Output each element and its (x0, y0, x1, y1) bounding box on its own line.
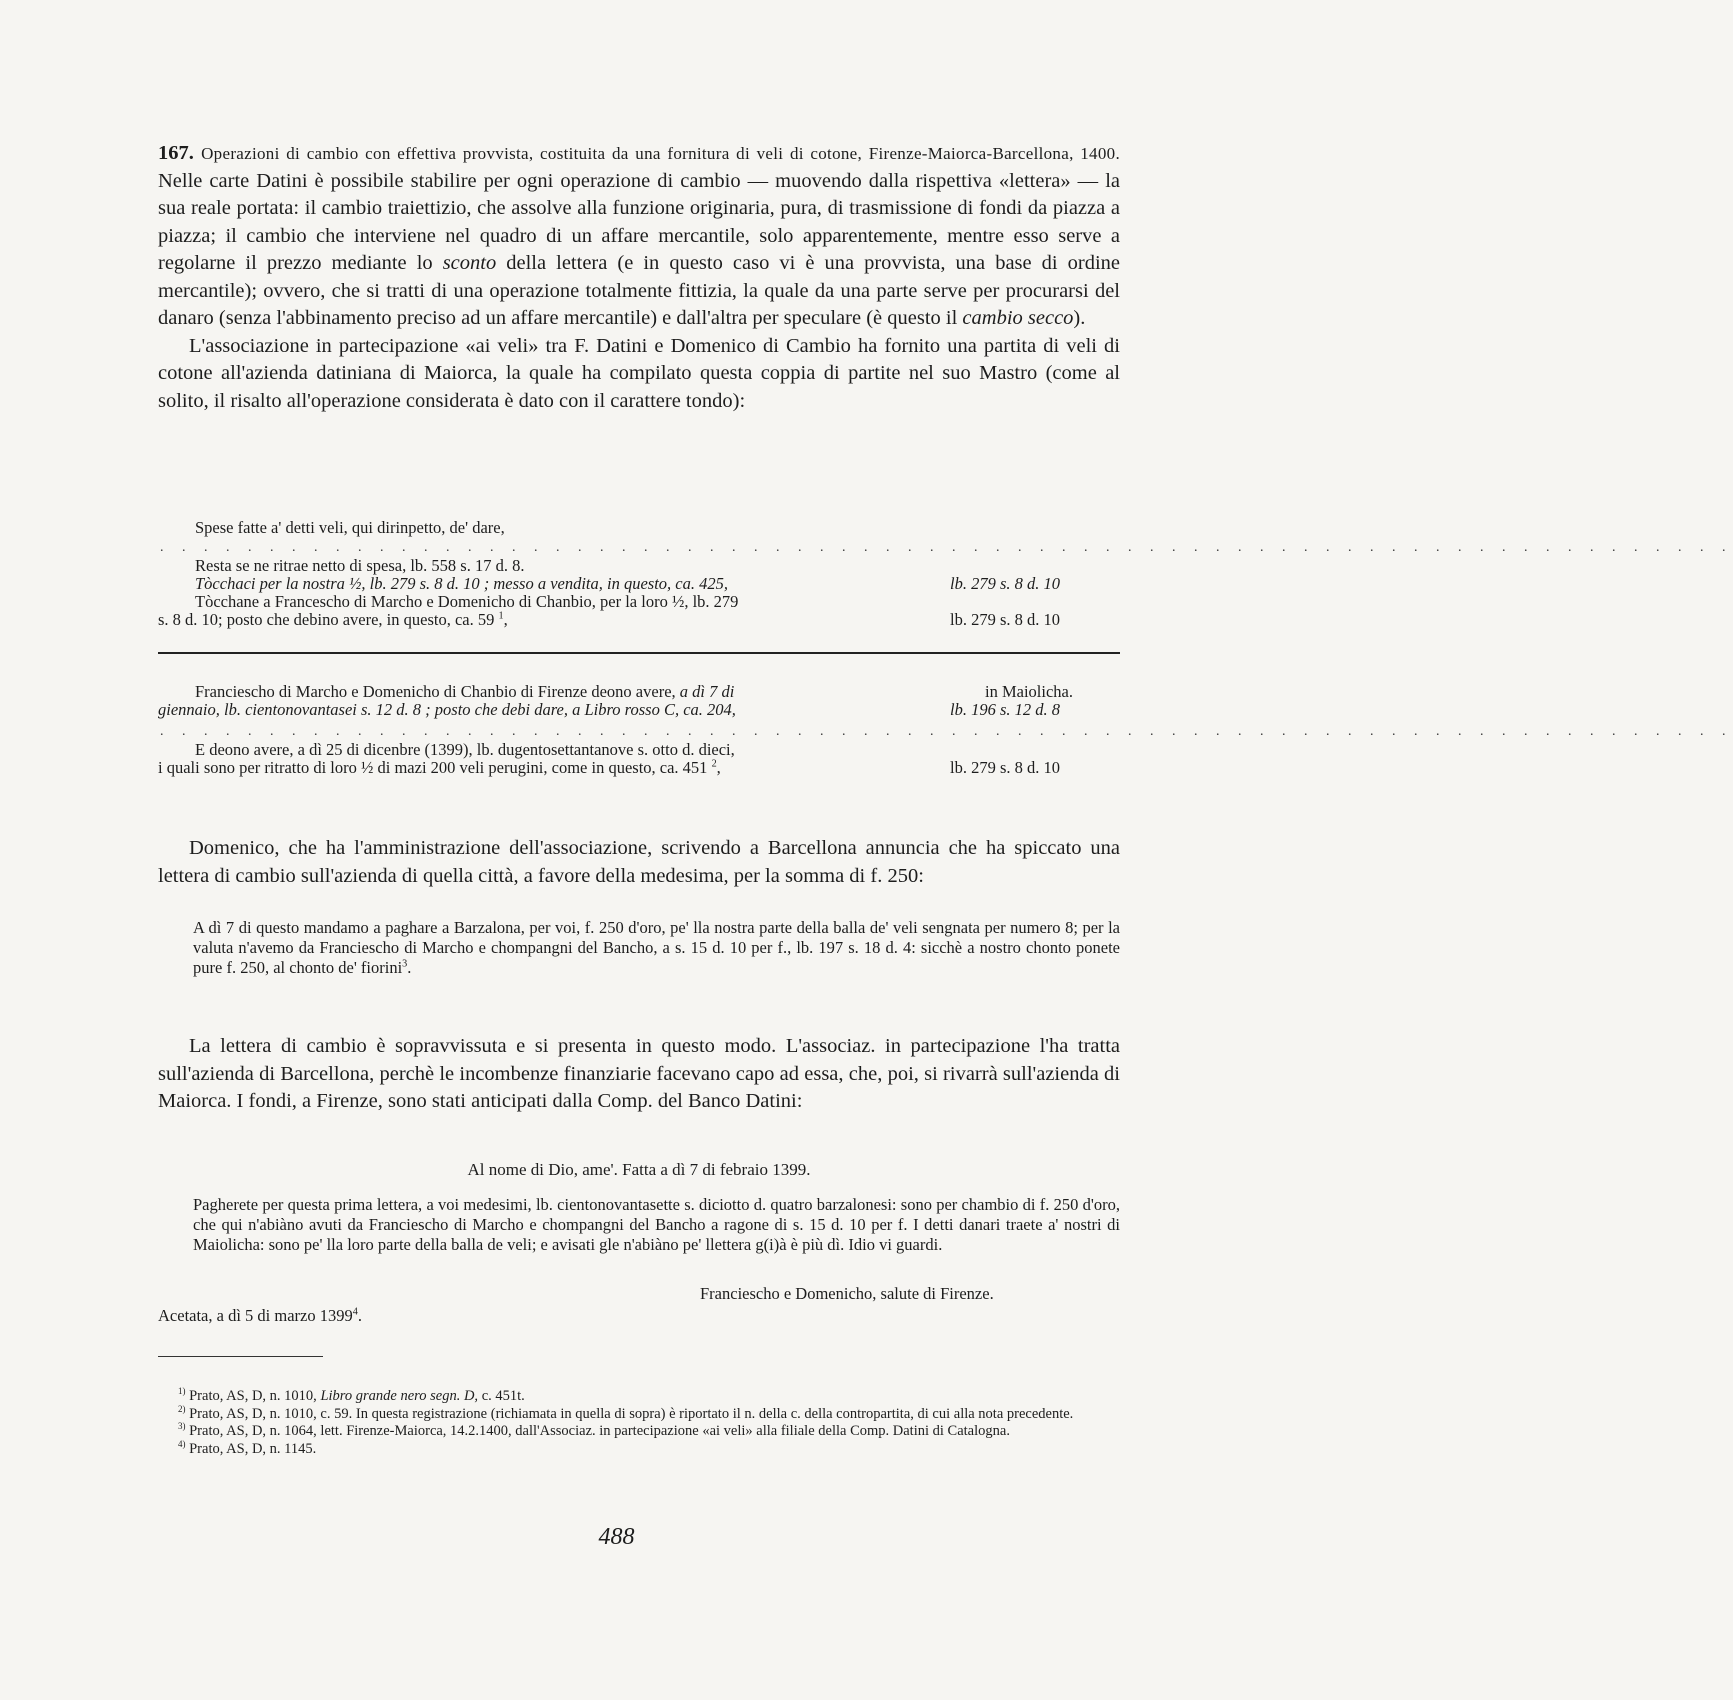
footnote-ref-2: 2 (711, 758, 717, 770)
ledger1-line3-amount: lb. 279 s. 8 d. 10 (950, 574, 1061, 593)
section-paragraph-1a: Nelle carte Datini è possibile stabilire per ogni operazione di cambio — muovendo dalla rispettiva «lettera» — la sua reale portata: il cambio traiettizio, che assolve alla funzione originaria, pura, di trasmissione di fondi da piazza a piazza; il cambio che interviene nel quadro di un affare mercantile, solo apparentemente, mentre esso serve a regolarne il prezzo mediante lo (158, 169, 1120, 274)
quote-text: A dì 7 di questo mandamo a paghare a Barzalona, per voi, f. 250 d'oro, pe' lla nostra parte della balla de' veli sengnata per numero 8; per la valuta n'avemo da Franciescho di Marcho e chompangni del Bancho, a s. 15 d. 10 per f., lb. 197 s. 18 d. 4: sicchè a nostro chonto ponete pure f. 250, al chonto de' fiorini (193, 918, 1120, 977)
ledger2-line2-amount: lb. 196 s. 12 d. 8 (950, 700, 1061, 719)
footnote-ref-3: 3 (402, 958, 408, 970)
footnote-3-mark: 3) (178, 1421, 186, 1432)
ledger2-line4-amount: lb. 279 s. 8 d. 10 (950, 758, 1061, 777)
footnote-ref-1: 1 (498, 610, 504, 622)
ledger2-place: in Maiolicha. (985, 682, 1073, 701)
letter-accepted: Acetata, a dì 5 di marzo 1399 (158, 1306, 353, 1325)
ledger2-line4: i quali sono per ritratto di loro ½ di mazi 200 veli perugini, come in questo, ca. 451 (158, 758, 708, 777)
ledger2-line1: Franciescho di Marcho e Domenicho di Chanbio di Firenze deono avere, (195, 682, 676, 701)
ledger1-line3: Tòcchaci per la nostra ½, lb. 279 s. 8 d. 10 ; messo a vendita, in questo, ca. 425, (195, 574, 728, 593)
term-sconto: sconto (442, 252, 497, 274)
section-intro (158, 140, 1120, 415)
footnotes (158, 1388, 1120, 1458)
section-number: 167. (158, 142, 194, 164)
footnote-4-mark: 4) (178, 1438, 186, 1449)
letter-heading: Al nome di Dio, ame'. Fatta a dì 7 di febraio 1399. (467, 1160, 811, 1179)
footnote-1-mark: 1) (178, 1386, 186, 1397)
section-paragraph-1b: della lettera (e in questo caso vi è una provvista, una base di ordine mercantile); ovvero, che si tratti di una operazione totalmente fittizia, la quale da una parte serve per procurarsi del danaro (senza l'abbinamento preciso ad un affare mercantile) e dall'altra per speculare (è questo il (158, 252, 1121, 329)
ledger2-line3: E deono avere, a dì 25 di dicenbre (1399), lb. dugentosettantanove s. otto d. dieci, (195, 740, 735, 759)
section-paragraph-2: L'associazione in partecipazione «ai veli» tra F. Datini e Domenico di Cambio ha fornito una partita di veli di cotone all'azienda datiniana di Maiorca, la quale ha compilato questa coppia di partite nel suo Mastro (come al solito, il risalto all'operazione considerata è dato con il carattere tondo): (158, 334, 1120, 412)
ledger2-line2: giennaio, lb. cientonovantasei s. 12 d. 8 ; posto che debi dare, a Libro rosso C, ca. 204, (158, 700, 736, 719)
letter-body: Pagherete per questa prima lettera, a voi medesimi, lb. cientonovantasette s. diciotto d. quatro barzalonesi: sono per chambio di f. 250 d'oro, che qui n'abiàno avuti da Franciescho di Marcho e chompangni del Bancho a ragone di s. 15 d. 10 per f. I detti danari traete a' nostri di Maiolicha: sono pe' lla loro parte della balla de veli; e avisati gle n'abiàno pe' llettera g(i)à è più dì. Idio vi guardi. (193, 1195, 1120, 1254)
ledger-divider (158, 652, 1120, 654)
letter-signature: Franciescho e Domenicho, salute di Firenze. (700, 1284, 994, 1303)
ledger1-line2: Resta se ne ritrae netto di spesa, lb. 558 s. 17 d. 8. (195, 556, 525, 575)
term-cambio-secco: cambio secco (962, 307, 1074, 329)
paragraph-3: Domenico, che ha l'amministrazione dell'associazione, scrivendo a Barcellona annuncia che ha spiccato una lettera di cambio sull'azienda di quella città, a favore della medesima, per la somma di f. 250: (158, 837, 1120, 887)
footnote-4: $^{4)}$ Prato, AS, D, n. 1145. (178, 1438, 317, 1457)
footnote-1: $^{1)}$ Prato, AS, D, n. 1010, Libro grande nero segn. D, c. 451t. (178, 1386, 525, 1404)
footnote-3: $^{3)}$ Prato, AS, D, n. 1064, lett. Firenze-Maiorca, 14.2.1400, dall'Associaz. in partecipazione «ai veli» alla filiale della Comp. Datini di Catalogna. (178, 1421, 1010, 1439)
footnote-separator (158, 1356, 323, 1357)
page-number: 488 (598, 1524, 635, 1550)
ledger1-dots: . . . . . . . . . . . . . . . . . . . . . . . . . . . . . . . . . . . . . . . . . . . . . . . . . . . . . . . . . . . . . . . . . . . . . . . . (160, 540, 1733, 555)
quote-letter-excerpt: A dì 7 di questo mandamo a paghare a Barzalona, per voi, f. 250 d'oro, pe' lla nostra parte della balla de' veli sengnata per numero 8; per la valuta n'avemo da Franciescho di Marcho e chompangni del Bancho, a s. 15 d. 10 per f., lb. 197 s. 18 d. 4: sicchè a nostro chonto ponete pure f. 250, al chonto de' fiorini$^3$. (193, 918, 1120, 977)
ledger1-line1: Spese fatte a' detti veli, qui dirinpetto, de' dare, (195, 518, 505, 537)
paragraph-4: La lettera di cambio è sopravvissuta e si presenta in questo modo. L'associaz. in partecipazione l'ha tratta sull'azienda di Barcellona, perchè le incombenze finanziarie facevano capo ad essa, che, poi, si rivarrà sull'azienda di Maiorca. I fondi, a Firenze, sono stati anticipati dalla Comp. del Banco Datini: (158, 1035, 1120, 1112)
footnote-2: $^{2)}$ Prato, AS, D, n. 1010, c. 59. In questa registrazione (richiamata in quella di sopra) è riportato il n. della c. della contropartita, di cui alla nota precedente. (178, 1403, 1074, 1422)
ledger2-line1-date: a dì 7 di (679, 682, 735, 701)
ledger1-line4-amount: lb. 279 s. 8 d. 10 (950, 610, 1061, 629)
section-paragraph-1-end: ). (1073, 307, 1086, 329)
ledger1-line4b: s. 8 d. 10; posto che debino avere, in questo, ca. 59 (158, 610, 495, 629)
footnote-ref-4: 4 (352, 1306, 358, 1318)
ledger2-dots: . . . . . . . . . . . . . . . . . . . . . . . . . . . . . . . . . . . . . . . . . . . . . . . . . . . . . . . . . . . . . . . . . . . . . . . . (160, 724, 1733, 739)
ledger1-line4a: Tòcchane a Francescho di Marcho e Domenicho di Chanbio, per la loro ½, lb. 279 (195, 592, 739, 611)
book-page: 167. Operazioni di cambio con effettiva provvista, costituita da una fornitura di veli di cotone, Firenze-Maiorca-Barcellona, 1400. Nelle carte Datini è possibile stabilire per ogni operazione di cambio — muovendo dalla rispettiva «lettera» — la sua reale portata: il cambio traiettizio, che assolve alla funzione originaria, pura, di trasmissione di fondi da piazza a piazza; il cambio che interviene nel quadro di un affare mercantile, solo apparentemente, mentre esso serve a regolarne il prezzo mediante lo sconto della lettera (e in questo caso vi è una provvista, una base di ordine mercantile); ovvero, che si tratti di una operazione totalmente fittizia, la quale da una parte serve per procurarsi del danaro (senza l'abbinamento preciso ad un affare mercantile) e dall'altra per speculare (è questo il cambio secco). L'associazione in partecipazione «ai veli» tra F. Datini e Domenico di Cambio ha fornito una partita di veli di cotone all'azienda datiniana di Maiorca, la quale ha compilato questa coppia di partite nel suo Mastro (come al solito, il risalto all'operazione considerata è dato con il carattere tondo): Spese fatte a' detti veli, qui dirinpetto, de' dare, . . . . . . . . . . . . . . . . . . . . . . . . . . . . . . . . . . . . . . . . . . . . . . . . . . . . . . . . . . . . . . . . . . . . . . . . Resta se ne ritrae netto di spesa, lb. 558 s. 17 d. 8. Tòcchaci per la nostra ½, lb. 279 s. 8 d. 10 ; messo a vendita, in questo, ca. 425, lb. 279 s. 8 d. 10 Tòcchane a Francescho di Marcho e Domenicho di Chanbio, per la loro ½, lb. 279 s. 8 d. 10; posto che debino avere, in questo, ca. 59 $^1$, lb. 279 s. 8 d. 10 Franciescho di Marcho e Domenicho di Chanbio di Firenze deono avere, a dì 7 di in Maiolicha. giennaio, lb. cientonovantasei s. 12 d. 8 ; posto che debi dare, a Libro rosso C, ca. 204, lb. 196 s. 12 d. 8 . . . . . . . . . . . . . . . . . . . . . . . . . . . . . . . . . . . . . . . . . . . . . . . . . . . . . . . . . . . . . . . . . . . . . . . . E deono avere, a dì 25 di dicenbre (1399), lb. dugentosettantanove s. otto d. dieci, i quali sono per ritratto di loro ½ di mazi 200 veli perugini, come in questo, ca. 451 $^2$, lb. 279 s. 8 d. 10 Domenico, che ha l'amministrazione dell'associazione, scrivendo a Barcellona annuncia che ha spiccato una lettera di cambio sull'azienda di quella città, a favore della medesima, per la somma di f. 250: A dì 7 di questo mandamo a paghare a Barzalona, per voi, f. 250 d'oro, pe' lla nostra parte della balla de' veli sengnata per numero 8; per la valuta n'avemo da Franciescho di Marcho e chompangni del Bancho, a s. 15 d. 10 per f., lb. 197 s. 18 d. 4: sicchè a nostro chonto ponete pure f. 250, al chonto de' fiorini$^3$. La lettera di cambio è sopravvissuta e si presenta in questo modo. L'associaz. in partecipazione l'ha tratta sull'azienda di Barcellona, perchè le incombenze finanziarie facevano capo ad essa, che, poi, si rivarrà sull'azienda di Maiorca. I fondi, a Firenze, sono stati anticipati dalla Comp. del Banco Datini: Al nome di Dio, ame'. Fatta a dì 7 di febraio 1399. Pagherete per questa prima lettera, a voi medesimi, lb. cientonovantasette s. diciotto d. quatro barzalonesi: sono per chambio di f. 250 d'oro, che qui n'abiàno avuti da Franciescho di Marcho e chompangni del Bancho a ragone di s. 15 d. 10 per f. I detti danari traete a' nostri di Maiolicha: sono pe' lla loro parte della balla de veli; e avisati gle n'abiàno pe' llettera g(i)à è più dì. Idio vi guardi. Franciescho e Domenicho, salute di Firenze. Acetata, a dì 5 di marzo 1399$^4$. $^{1)}$ Prato, AS, D, n. 1010, Libro grande nero segn. D, c. 451t. $^{2)}$ Prato, AS, D, n. 1010, c. 59. In questa registrazione (richiamata in quella di sopra) è riportato il n. della c. della contropartita, di cui alla nota precedente. $^{3)}$ Prato, AS, D, n. 1064, lett. Firenze-Maiorca, 14.2.1400, dall'Associaz. in partecipazione «ai veli» alla filiale della Comp. Datini di Catalogna. $^{4)}$ Prato, AS, D, n. 1145. 488 (0, 0, 1233, 1700)
section-heading: Operazioni di cambio con effettiva provvista, costituita da una fornitura di veli di cotone, Firenze-Maiorca-Barcellona, 1400. (201, 144, 1121, 163)
footnote-2-mark: 2) (178, 1403, 186, 1414)
